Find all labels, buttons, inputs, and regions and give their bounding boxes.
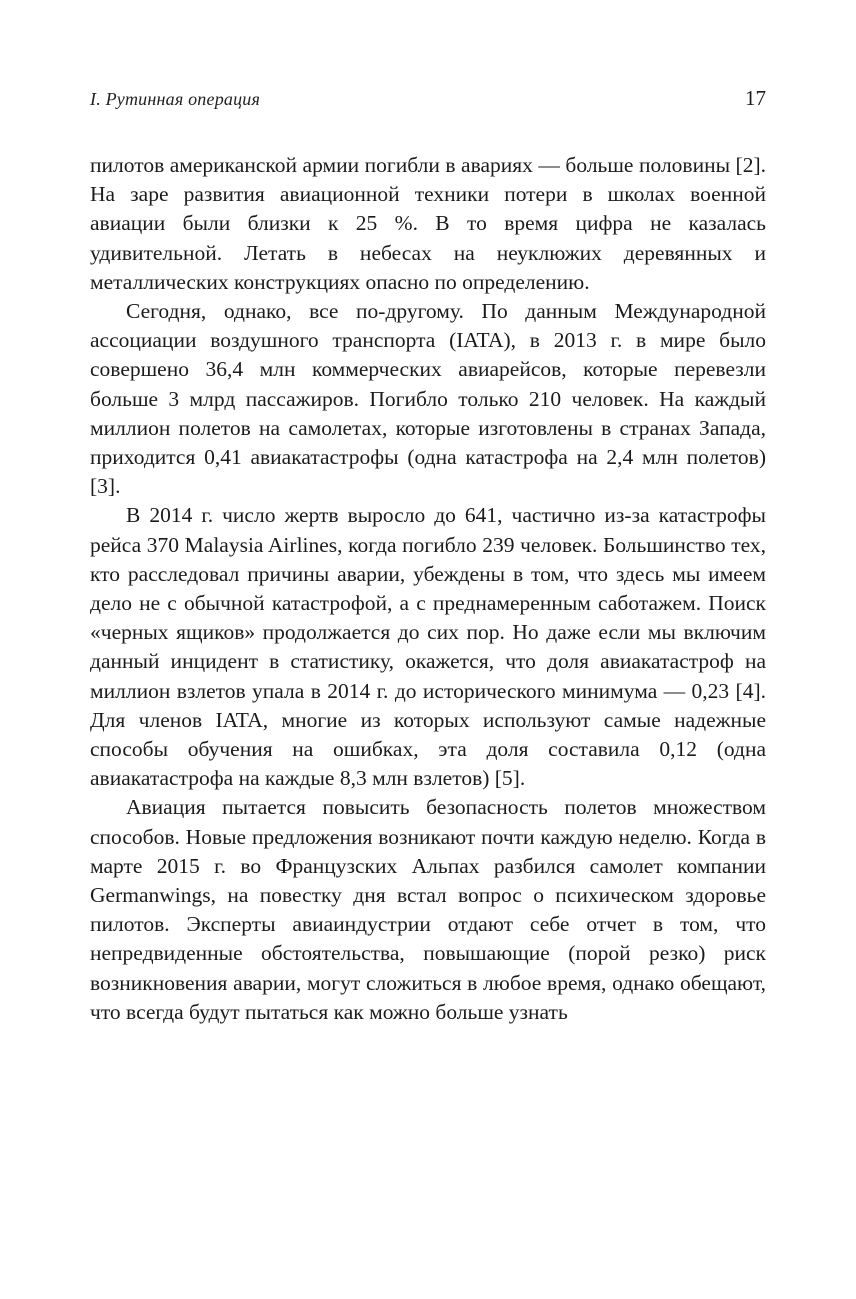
page-header [90, 86, 766, 111]
paragraph: пилотов американской армии погибли в авариях — больше половины [2]. На заре развития авиационной техники потери в школах военной авиации были близки к 25 %. В то время цифра не казалась удивительной. Летать в небесах на неуклюжих деревянных и металлических конструкциях опасно по определению. [90, 153, 766, 294]
chapter-title: I. Рутинная операция [90, 89, 261, 109]
text-body [90, 151, 766, 1027]
paragraph: Авиация пытается повысить безопасность полетов множеством способов. Новые предложения возникают почти каждую неделю. Когда в марте 2015 г. во Французских Альпах разбился самолет компании Germanwings, на повестку дня встал вопрос о психическом здоровье пилотов. Эксперты авиаиндустрии отдают себе отчет в том, что непредвиденные обстоятельства, повышающие (порой резко) риск возникновения аварии, могут сложиться в любое время, однако обещают, что всегда будут пытаться как можно больше узнать [90, 795, 766, 1024]
paragraph: В 2014 г. число жертв выросло до 641, частично из-за катастрофы рейса 370 Malaysia Airlines, когда погибло 239 человек. Большинство тех, кто расследовал причины аварии, убеждены в том, что здесь мы имеем дело не с обычной катастрофой, а с преднамеренным саботажем. Поиск «черных ящиков» продолжается до сих пор. Но даже если мы включим данный инцидент в статистику, окажется, что доля авиакатастроф на миллион взлетов упала в 2014 г. до исторического минимума — 0,23 [4]. Для членов IATA, многие из которых используют самые надежные способы обучения на ошибках, эта доля составила 0,12 (одна авиакатастрофа на каждые 8,3 млн взлетов) [5]. [90, 503, 766, 791]
paragraph: Сегодня, однако, все по-другому. По данным Международной ассоциации воздушного транспорта (IATA), в 2013 г. в мире было совершено 36,4 млн коммерческих авиарейсов, которые перевезли больше 3 млрд пассажиров. Погибло только 210 человек. На каждый миллион полетов на самолетах, которые изготовлены в странах Запада, приходится 0,41 авиакатастрофы (одна катастрофа на 2,4 млн полетов) [3]. [90, 299, 766, 499]
page-number: 17 [745, 86, 766, 110]
